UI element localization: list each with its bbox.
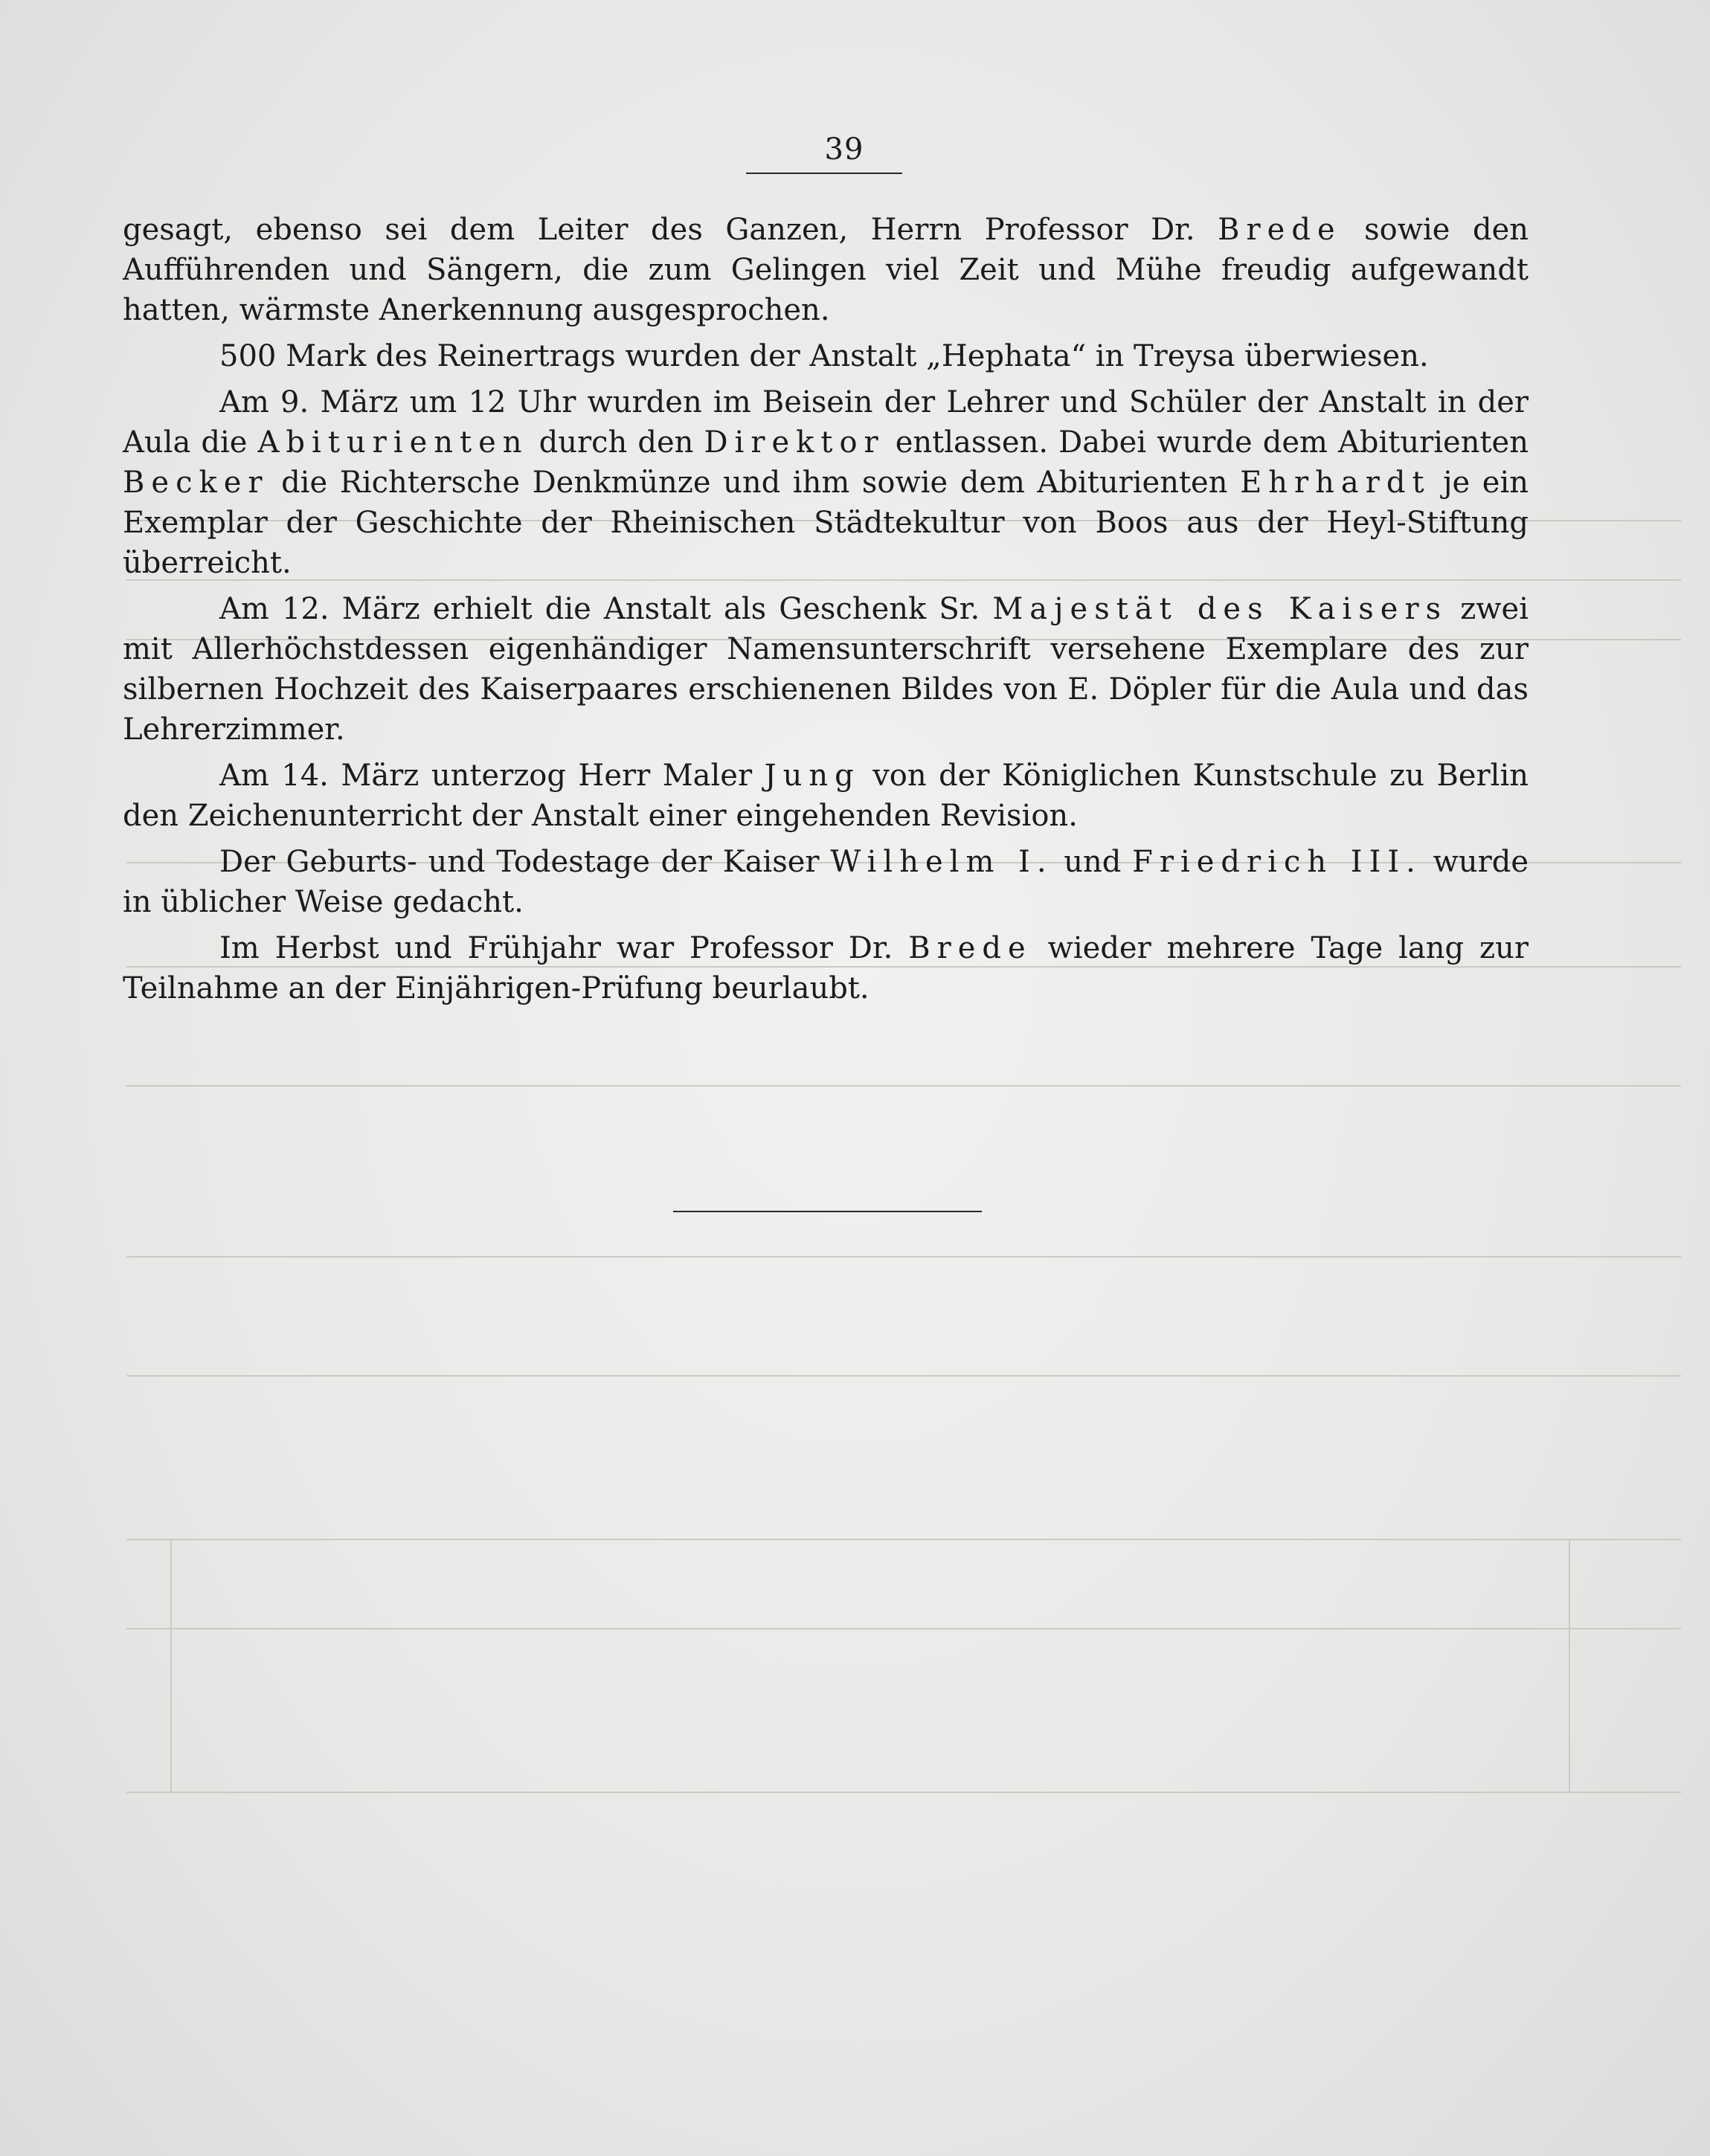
paragraph-p4 (123, 589, 1529, 750)
paragraph-text: gesagt, ebenso sei dem Leiter des Ganzen, Herrn Professor Dr. (123, 213, 1218, 247)
emphasized-name: Brede (908, 931, 1032, 965)
paragraph-text: sowie den Aufführenden und Sängern, die zum Gelingen viel Zeit und Mühe freudig aufgewandt hatten, wärmste Anerkennung ausgesprochen. (123, 213, 1529, 327)
paragraph-text: Der Geburts- und Todestage der Kaiser (219, 845, 831, 879)
emphasized-name: Becker (123, 466, 269, 500)
paragraph-text: Am 9. März um 12 Uhr wurden im Beisein der Lehrer und Schüler der Anstalt in der Aula die (123, 385, 1529, 460)
emphasized-name: Friedrich III. (1132, 845, 1422, 879)
emphasized-name: Ehrhardt (1240, 466, 1431, 500)
paragraph-text: Am 12. März erhielt die Anstalt als Geschenk Sr. (219, 592, 993, 626)
emphasized-name: Majestät des Kaisers (992, 592, 1448, 626)
paragraph-text: je ein Exemplar der Geschichte der Rheinischen Städtekultur von Boos aus der Heyl-Stiftung überreicht. (123, 466, 1529, 580)
paragraph-text: von der Königlichen Kunstschule zu Berlin den Zeichenunterricht der Anstalt einer eingehenden Revision. (123, 759, 1529, 833)
paragraph-p7 (123, 928, 1529, 1008)
paragraph-text: Im Herbst und Frühjahr war Professor Dr. (219, 931, 909, 965)
emphasized-name: Direktor (704, 425, 885, 460)
paragraph-text: zwei mit Allerhöchstdessen eigenhändiger Namensunterschrift versehene Exemplare des zur silbernen Hochzeit des Kaiserpaares erschienenen Bildes von E. Döpler für die Aula und das Lehrerzimmer. (123, 592, 1529, 747)
paragraph-p1 (123, 210, 1529, 330)
emphasized-name: Wilhelm I. (830, 845, 1053, 879)
header-rule (746, 173, 902, 174)
paragraph-text: wieder mehrere Tage lang zur Teilnahme an der Einjährigen-Prüfung beurlaubt. (123, 931, 1529, 1005)
page-number: 39 (824, 132, 864, 167)
paragraph-text: und (1052, 845, 1133, 879)
body-text (123, 210, 1529, 1014)
paragraph-text: wurde in üblicher Weise gedacht. (123, 845, 1529, 919)
paragraph-text: durch den (528, 425, 704, 460)
paragraph-p2 (123, 336, 1529, 376)
paragraph-p5 (123, 756, 1529, 836)
paragraph-p3 (123, 382, 1529, 583)
paragraph-text: die Richtersche Denkmünze und ihm sowie dem Abiturienten (269, 466, 1241, 500)
section-end-rule (673, 1211, 982, 1212)
paragraph-p6 (123, 842, 1529, 922)
paragraph-text: Am 14. März unterzog Herr Maler (219, 759, 765, 793)
paragraph-text: entlassen. Dabei wurde dem Abiturienten (884, 425, 1529, 460)
paragraph-text: 500 Mark des Reinertrags wurden der Anstalt „Hephata“ in Treysa überwiesen. (219, 339, 1429, 373)
emphasized-name: Jung (764, 759, 861, 793)
emphasized-name: Brede (1218, 213, 1342, 247)
emphasized-name: Abiturienten (257, 425, 529, 460)
